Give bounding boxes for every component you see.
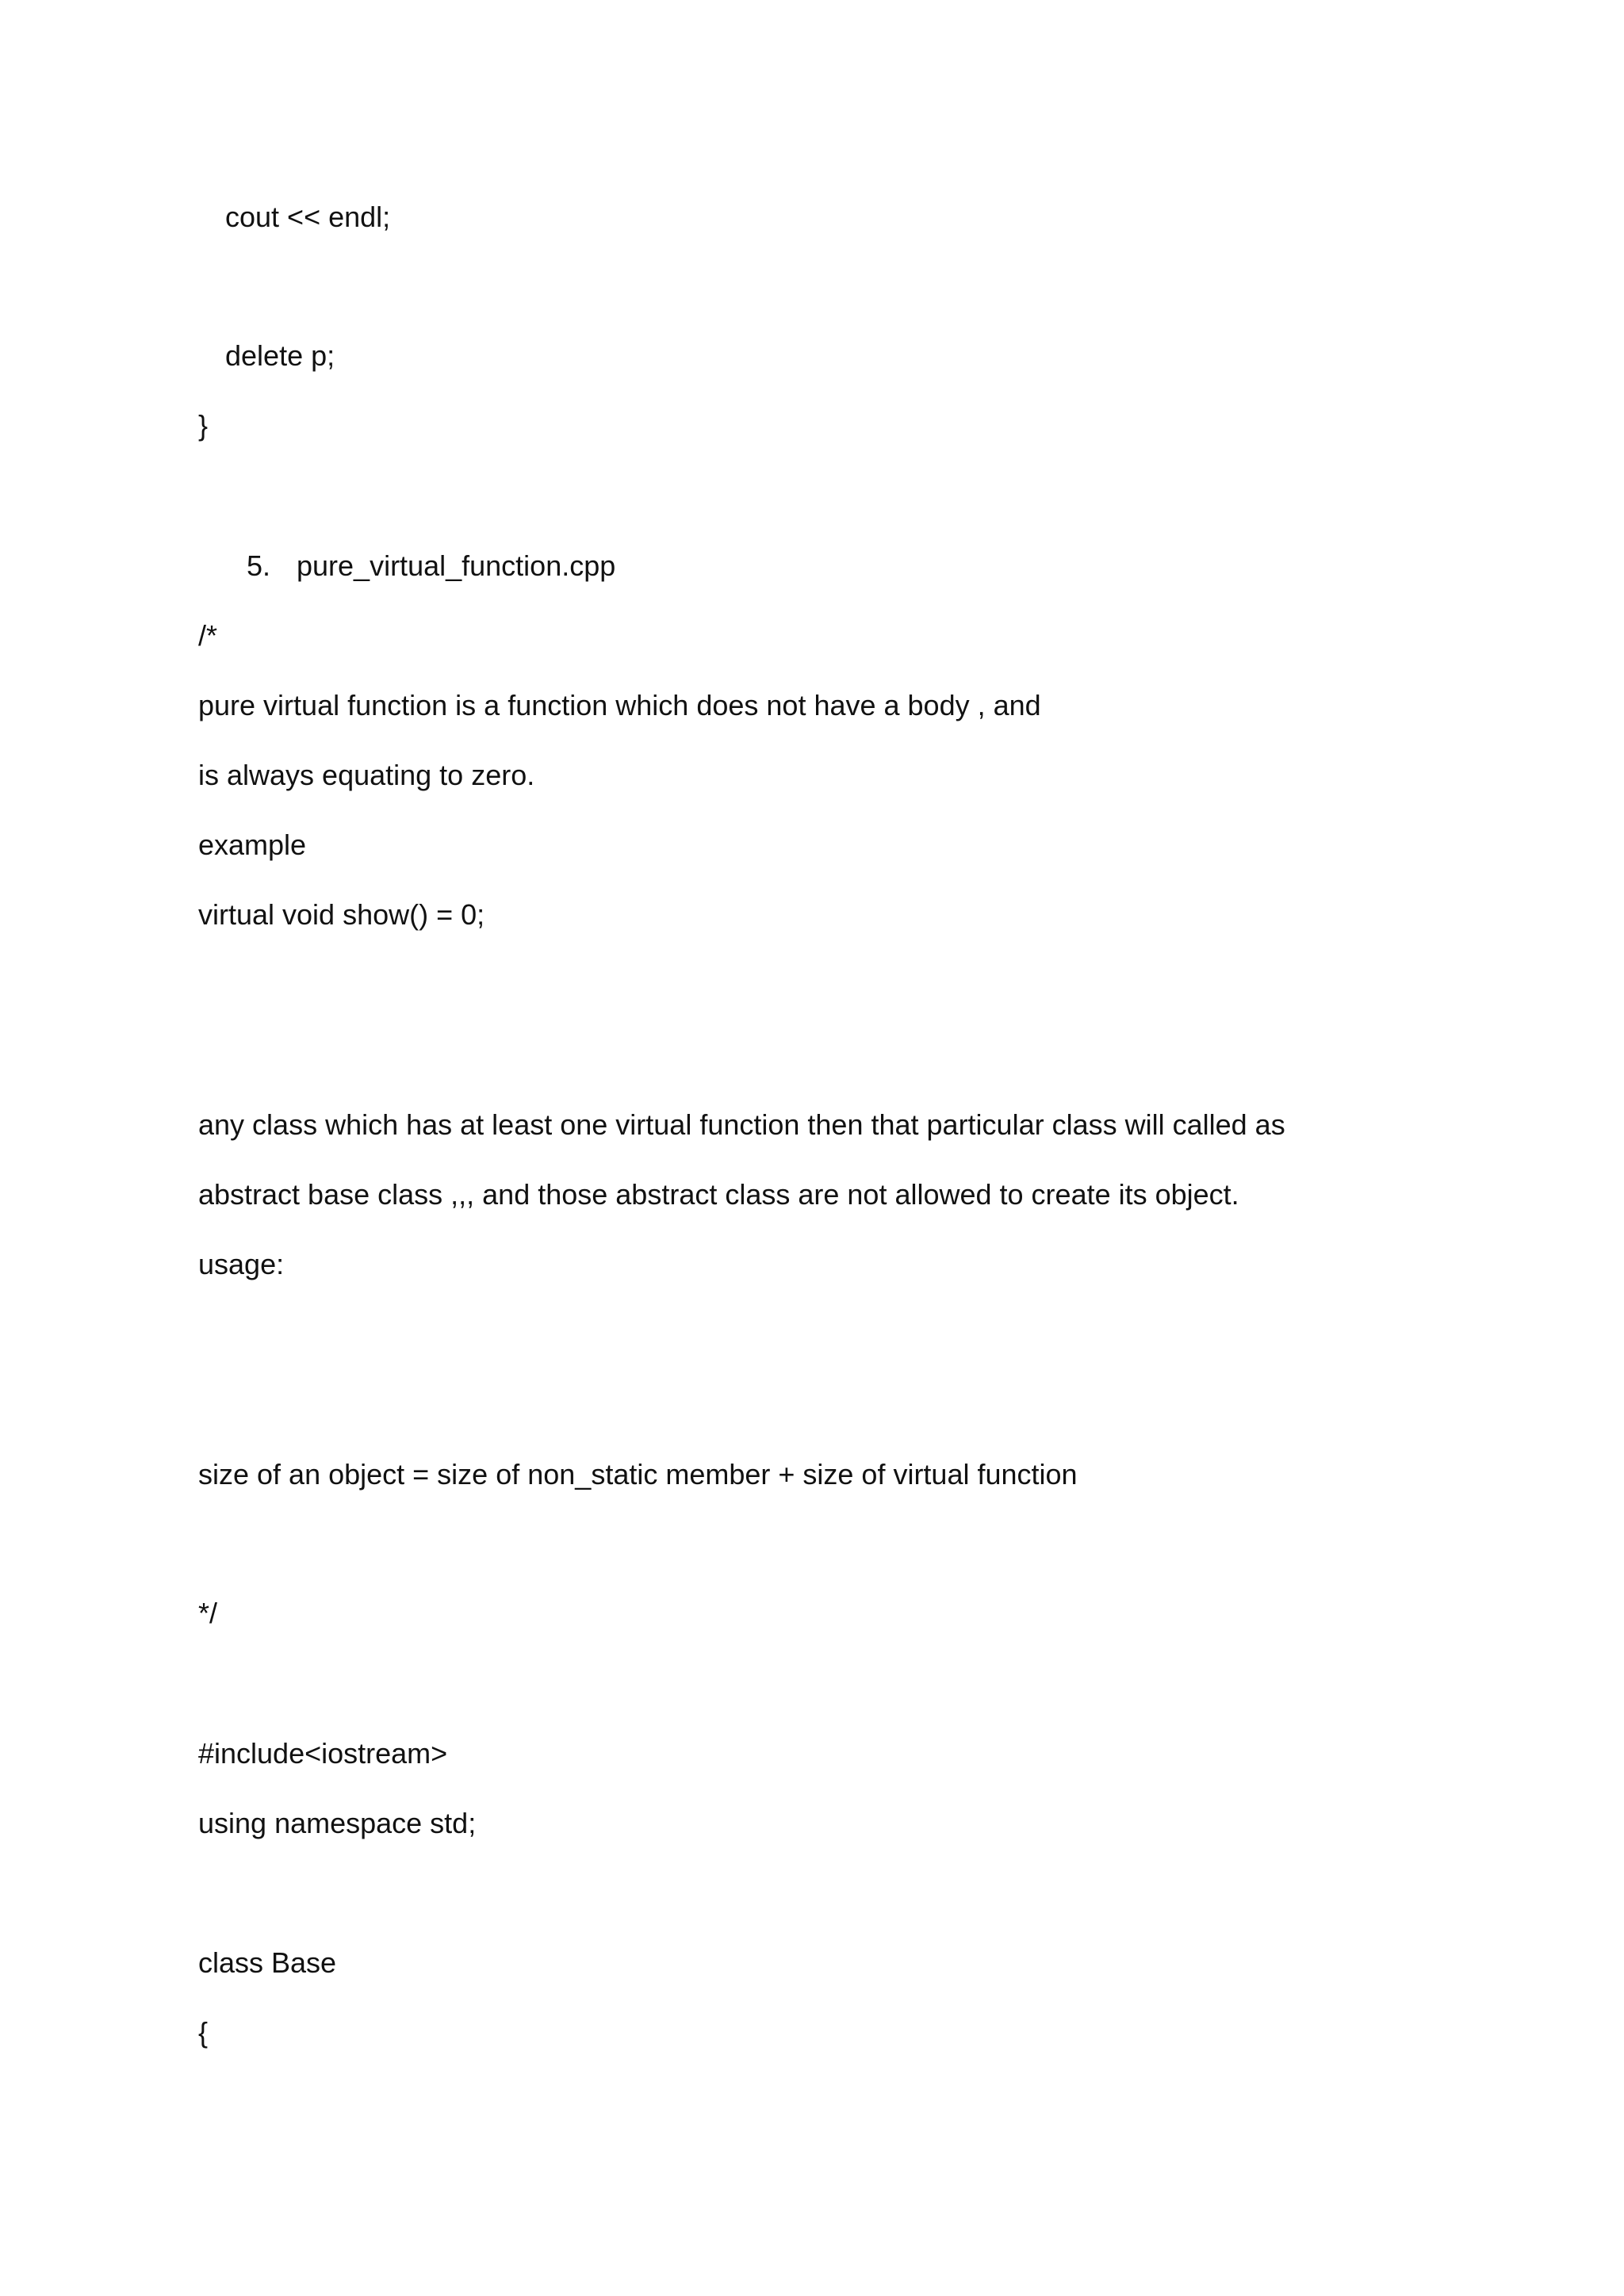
namespace-line: using namespace std; [198,1807,477,1839]
code-line-open-brace: { [198,2016,209,2049]
pvf-definition-line-2: is always equating to zero. [198,759,535,791]
list-item-number: 5. [247,549,271,582]
example-label: example [198,828,307,861]
include-directive: #include<iostream> [198,1737,448,1770]
size-formula: size of an object = size of non_static member + size of virtual function [198,1458,1078,1490]
abstract-line-2: abstract base class ,,, and those abstract class are not allowed to create its object. [198,1178,1239,1211]
class-declaration: class Base [198,1946,337,1979]
code-line-delete-p: delete p; [225,339,335,372]
example-code: virtual void show() = 0; [198,898,485,931]
comment-close: */ [198,1597,218,1629]
list-item-title: pure_virtual_function.cpp [297,549,616,582]
code-line-close-brace: } [198,409,209,442]
usage-label: usage: [198,1248,285,1280]
code-line-cout-endl: cout << endl; [225,201,391,233]
abstract-line-1: any class which has at least one virtual function then that particular class will called as [198,1108,1285,1141]
pvf-definition-line-1: pure virtual function is a function which does not have a body , and [198,689,1041,721]
comment-open: /* [198,619,218,652]
